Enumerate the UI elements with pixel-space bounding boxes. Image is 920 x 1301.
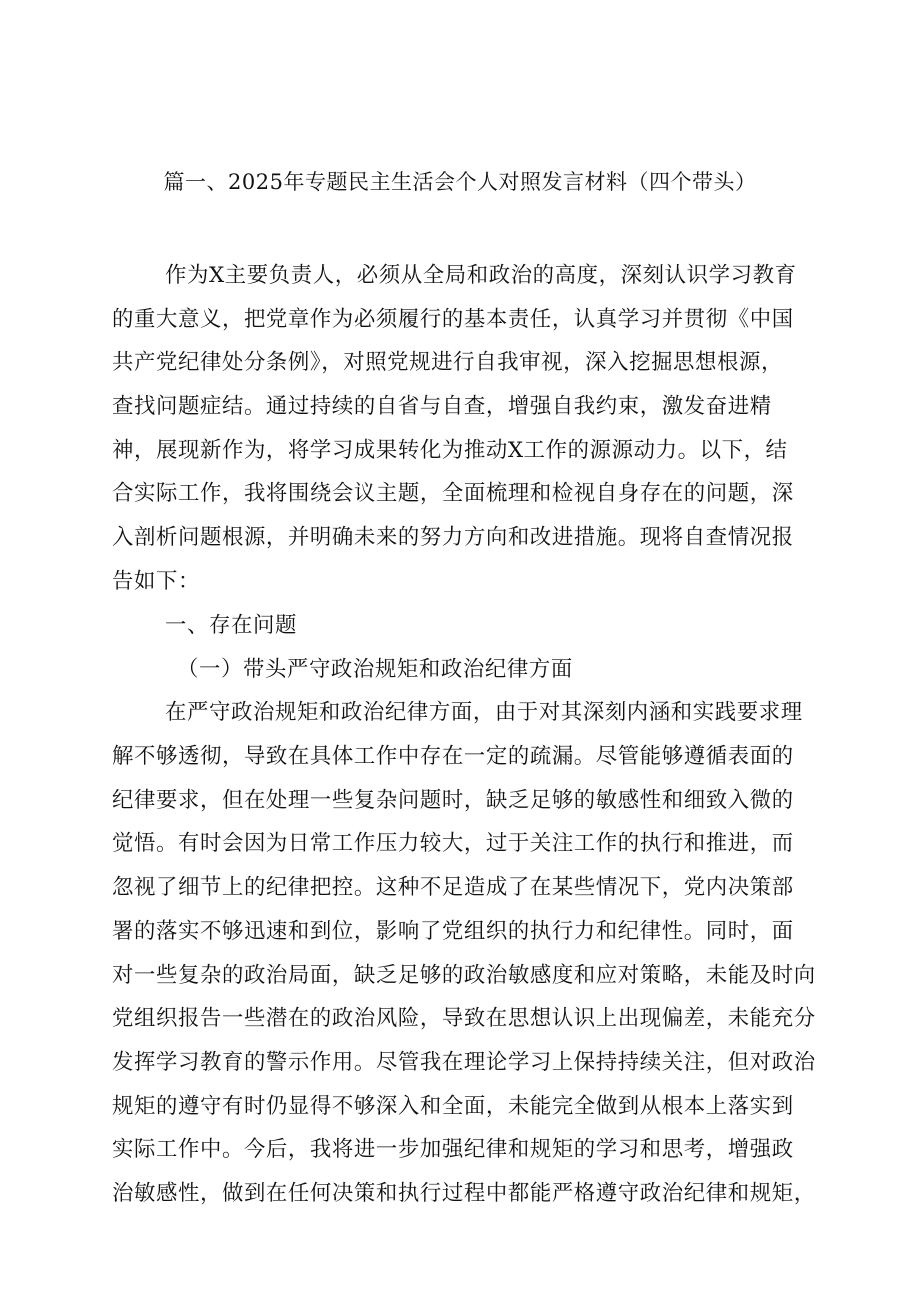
intro-line: 共产党纪律处分条例》，对照党规进行自我审视，深入挖掘思想根源， bbox=[112, 350, 784, 376]
intro-line: 入剖析问题根源，并明确未来的努力方向和改进措施。现将自查情况报 bbox=[112, 525, 794, 551]
section-line: 署的落实不够迅速和到位，影响了党组织的执行力和纪律性。同时，面 bbox=[112, 918, 794, 944]
intro-line: 作为X主要负责人，必须从全局和政治的高度，深刻认识学习教育 bbox=[165, 263, 797, 288]
problems-section bbox=[112, 604, 838, 1216]
section-line: 实际工作中。今后，我将进一步加强纪律和规矩的学习和思考，增强政 bbox=[112, 1137, 794, 1163]
section-line: 治敏感性，做到在任何决策和执行过程中都能严格遵守政治纪律和规矩， bbox=[112, 1180, 816, 1206]
section-line: 觉悟。有时会因为日常工作压力较大，过于关注工作的执行和推进，而 bbox=[112, 831, 794, 857]
intro-paragraph bbox=[112, 254, 838, 604]
section-line: 对一些复杂的政治局面，缺乏足够的政治敏感度和应对策略，未能及时向 bbox=[112, 962, 816, 988]
subsection-heading: （一）带头严守政治规矩和政治纪律方面 bbox=[177, 656, 573, 682]
section-line: 规矩的遵守有时仍显得不够深入和全面，未能完全做到从根本上落实到 bbox=[112, 1093, 794, 1119]
intro-line: 查找问题症结。通过持续的自省与自查，增强自我约束，激发奋进精 bbox=[112, 394, 772, 420]
section-heading: 一、存在问题 bbox=[165, 613, 297, 638]
intro-line: 神，展现新作为，将学习成果转化为推动X工作的源源动力。以下，结 bbox=[112, 437, 788, 463]
section-line: 在严守政治规矩和政治纪律方面，由于对其深刻内涵和实践要求理 bbox=[165, 700, 803, 726]
section-line: 解不够透彻，导致在具体工作中存在一定的疏漏。尽管能够遵循表面的 bbox=[112, 744, 794, 770]
intro-line: 告如下： bbox=[112, 568, 200, 594]
intro-line: 合实际工作，我将围绕会议主题，全面梳理和检视自身存在的问题，深 bbox=[112, 481, 794, 507]
section-line: 忽视了细节上的纪律把控。这种不足造成了在某些情况下，党内决策部 bbox=[112, 875, 794, 901]
section-line: 纪律要求，但在处理一些复杂问题时，缺乏足够的敏感性和细致入微的 bbox=[112, 787, 794, 813]
section-line: 发挥学习教育的警示作用。尽管我在理论学习上保持持续关注，但对政治 bbox=[112, 1049, 816, 1075]
document-title: 篇一、2025年专题民主生活会个人对照发言材料（四个带头） bbox=[163, 170, 757, 194]
section-line: 党组织报告一些潜在的政治风险，导致在思想认识上出现偏差，未能充分 bbox=[112, 1006, 816, 1032]
intro-line: 的重大意义，把党章作为必须履行的基本责任，认真学习并贯彻《中国 bbox=[112, 306, 794, 332]
